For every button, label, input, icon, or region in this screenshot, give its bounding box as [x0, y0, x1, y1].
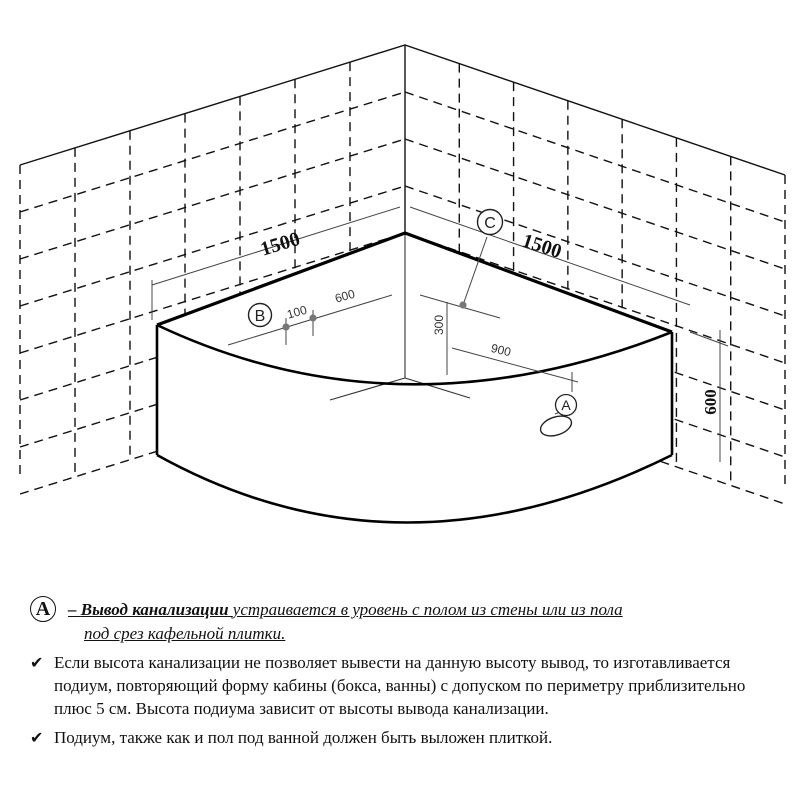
tile-joint-horizontal [20, 139, 405, 259]
note-a-text: устраивается в уровень с полом из стены или из пола [232, 600, 623, 619]
note-a-line2: под срез кафельной плитки. [84, 624, 286, 643]
tile-joint-horizontal [405, 92, 785, 222]
note-a-badge: A [30, 596, 56, 622]
check-icon: ✔ [30, 653, 44, 672]
tile-joint-horizontal [20, 92, 405, 212]
note-a [30, 598, 775, 622]
note-a-line1 [68, 598, 623, 621]
bullet-2-text: Подиум, также как и пол под ванной должен быть выложен плиткой. [54, 728, 553, 747]
dim-b-distance: 600 [333, 286, 357, 306]
dim-c-height: 300 [432, 314, 446, 336]
note-a-dash: – [68, 600, 77, 619]
point-c [459, 301, 466, 308]
bullet-2 [30, 726, 775, 749]
dim-wall-left: 1500 [257, 227, 303, 261]
callout-c-label: C [484, 215, 496, 232]
point-b-left [282, 323, 289, 330]
note-a-title: Вывод канализации [80, 600, 229, 619]
dim-b-offset: 100 [285, 302, 309, 322]
bullet-1 [30, 651, 775, 720]
callout-a-label: A [561, 397, 571, 413]
bullet-1-text: Если высота канализации не позволяет вывести на данную высоту вывод, то изготавливается подиум, повторяющий форму кабины (бокса, ванны) с допуском по периметру приблизительно плюс 5 см. Высота подиума зависит от высоты вывода канализации. [54, 653, 746, 718]
bath-body [157, 233, 672, 523]
point-b-right [309, 314, 316, 321]
dim-c-distance: 900 [489, 340, 513, 360]
dim-height: 600 [701, 389, 720, 415]
callout-b-label: B [254, 308, 266, 325]
dim-wall-right: 1500 [519, 229, 565, 263]
tile-joint-horizontal [405, 139, 785, 269]
check-icon: ✔ [30, 728, 44, 747]
installation-notes [30, 598, 775, 749]
